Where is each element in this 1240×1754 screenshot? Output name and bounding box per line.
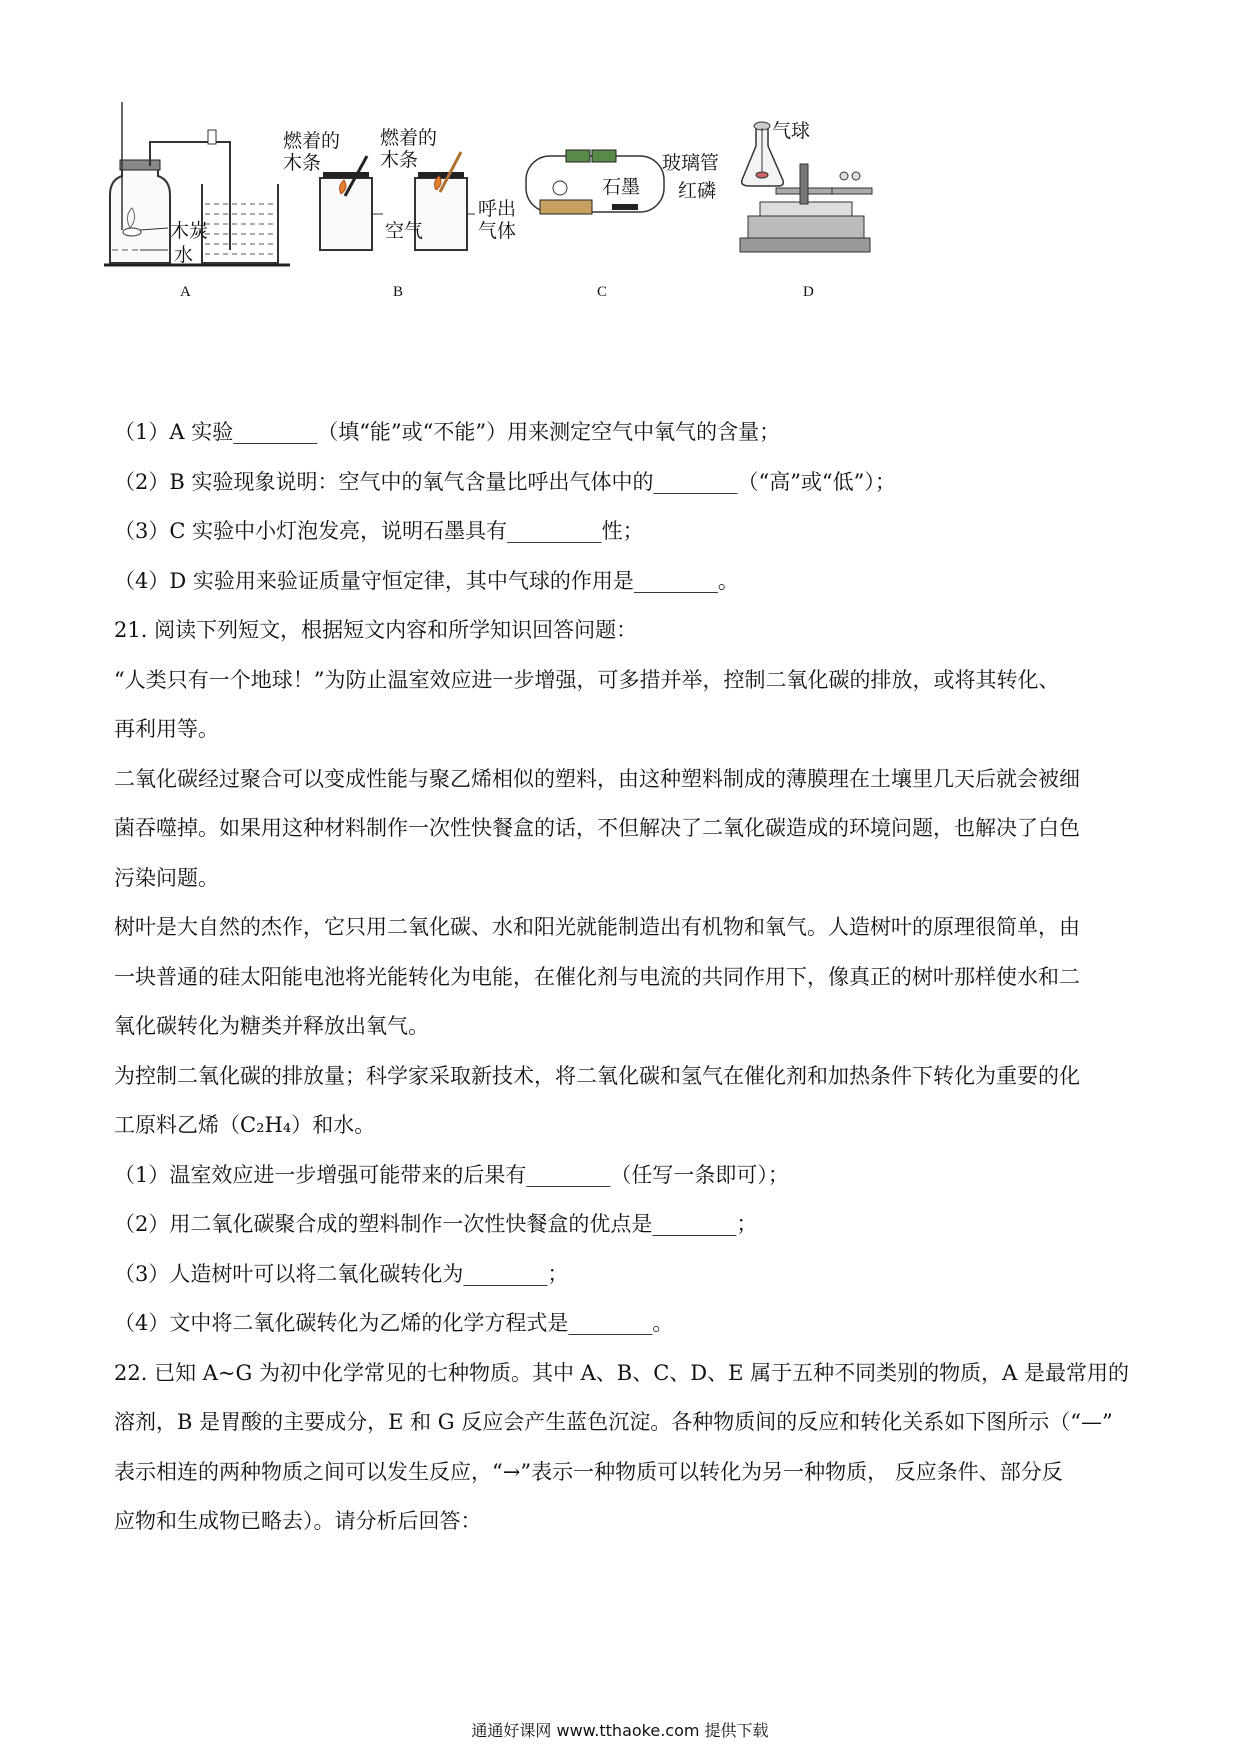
q21-item-4: （4）文中将二氧化碳转化为乙烯的化学方程式是________。	[114, 1311, 674, 1335]
q21-item-2: （2）用二氧化碳聚合成的塑料制作一次性快餐盒的优点是________；	[114, 1212, 758, 1236]
label-red-phosphorus: 红磷	[678, 180, 717, 202]
q21-paragraph-2-line-2: 菌吞噬掉。如果用这种材料制作一次性快餐盒的话，不但解决了二氧化碳造成的环境问题，也解决了白色	[114, 816, 1080, 840]
q22	[114, 1349, 1134, 1547]
q20-items	[114, 408, 1134, 606]
label-exhaled-gas: 呼出 气体	[478, 198, 517, 242]
q21-item-1: （1）温室效应进一步增强可能带来的后果有________（任写一条即可）；	[114, 1162, 789, 1187]
label-burning-stick-1: 燃着的 木条	[283, 130, 341, 174]
q21-item-3: （3）人造树叶可以将二氧化碳转化为________；	[114, 1261, 569, 1286]
experiment-figures	[100, 100, 1000, 350]
q21-paragraph-3-line-2: 一块普通的硅太阳能电池将光能转化为电能，在催化剂与电流的共同作用下，像真正的树叶那样使水和二	[114, 964, 1080, 989]
q21-paragraph-3-line-1: 树叶是大自然的杰作，它只用二氧化碳、水和阳光就能制造出有机物和氧气。人造树叶的原理很简单，由	[114, 915, 1080, 939]
q22-line-2: 溶剂，B 是胃酸的主要成分，E 和 G 反应会产生蓝色沉淀。各种物质间的反应和转化关系如下图所示（“—”	[114, 1410, 1113, 1434]
q21-paragraph-2-line-3: 污染问题。	[114, 865, 219, 890]
q21-paragraph-4-line-2: 工原料乙烯（C₂H₄）和水。	[114, 1113, 376, 1137]
label-charcoal: 木炭	[170, 220, 209, 242]
q21-paragraph-3-line-3: 氧化碳转化为糖类并释放出氧气。	[114, 1014, 429, 1038]
question-content	[114, 408, 1134, 1547]
q21-stem: 21. 阅读下列短文，根据短文内容和所学知识回答问题：	[114, 618, 638, 642]
q21-paragraph-1-line-2: 再利用等。	[114, 717, 219, 741]
figure-a-caption: A	[180, 284, 191, 300]
label-burning-stick-2: 燃着的 木条	[380, 127, 438, 171]
q20-item-3: （3）C 实验中小灯泡发亮，说明石墨具有_________性；	[114, 519, 644, 543]
figure-d-caption: D	[803, 284, 814, 300]
q20-item-2: （2）B 实验现象说明：空气中的氧气含量比呼出气体中的________（“高”或“低”）；	[114, 469, 896, 494]
figure-c-caption: C	[597, 284, 608, 300]
q21-paragraph-4-line-1: 为控制二氧化碳的排放量；科学家采取新技术，将二氧化碳和氢气在催化剂和加热条件下转化为重要的化	[114, 1063, 1080, 1088]
q22-line-4: 应物和生成物已略去）。请分析后回答：	[114, 1509, 482, 1533]
figure-a-diagram	[100, 100, 300, 275]
q22-line-1: 22. 已知 A~G 为初中化学常见的七种物质。其中 A、B、C、D、E 属于五种不同类别的物质，A 是最常用的	[114, 1360, 1129, 1385]
figure-c-diagram	[520, 148, 670, 228]
label-glass-tube: 玻璃管	[662, 152, 720, 174]
page-footer: 通通好课网 www.tthaoke.com 提供下载	[471, 1721, 769, 1740]
q20-item-4: （4）D 实验用来验证质量守恒定律，其中气球的作用是________。	[114, 568, 739, 593]
label-water: 水	[174, 244, 194, 266]
q20-item-1: （1）A 实验________（填“能”或“不能”）用来测定空气中氧气的含量；	[114, 420, 781, 444]
q22-line-3: 表示相连的两种物质之间可以发生反应，“→”表示一种物质可以转化为另一种物质， 反应条件、部分反	[114, 1459, 1063, 1484]
q21	[114, 606, 1134, 1349]
q21-paragraph-2-line-1: 二氧化碳经过聚合可以变成性能与聚乙烯相似的塑料，由这种塑料制成的薄膜理在土壤里几天后就会被细	[114, 766, 1080, 791]
label-graphite: 石墨	[602, 176, 641, 198]
label-balloon: 气球	[772, 120, 811, 142]
label-air: 空气	[385, 220, 424, 242]
q21-paragraph-1-line-1: “人类只有一个地球！”为防止温室效应进一步增强，可多措并举，控制二氧化碳的排放，或将其转化、	[114, 667, 1060, 692]
figure-b-caption: B	[393, 284, 404, 300]
